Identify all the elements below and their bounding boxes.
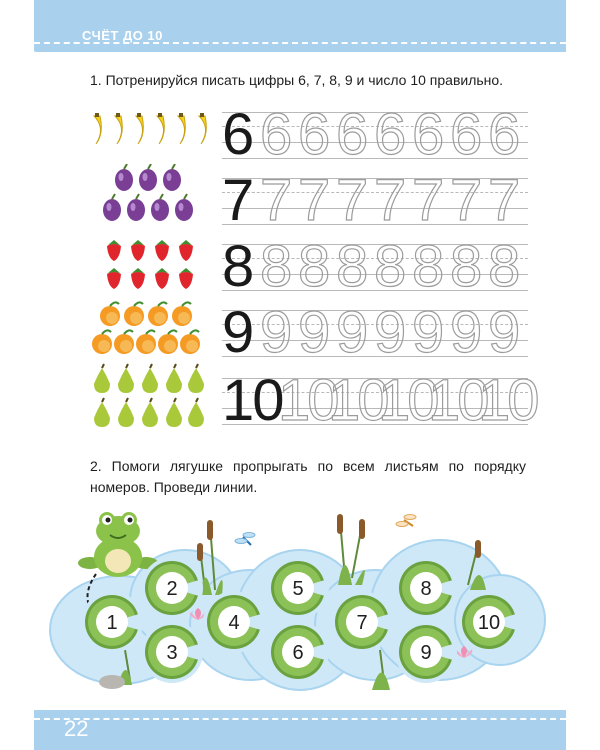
trace-digit[interactable]: 6 — [260, 102, 290, 167]
lily-pad-1[interactable] — [81, 591, 143, 653]
trace-digit[interactable]: 8 — [488, 234, 518, 299]
trace-digit[interactable]: 6 — [298, 102, 328, 167]
lily-pad-number: 1 — [106, 612, 118, 634]
task-1-instruction: 1. Потренируйся писать цифры 6, 7, 8, 9 и число 10 правильно. — [90, 72, 504, 88]
sample-digit: 10 — [222, 368, 283, 433]
lily-pad-number: 3 — [166, 642, 178, 664]
trace-digit[interactable]: 7 — [374, 168, 404, 233]
lily-pad-number: 2 — [166, 578, 178, 600]
trace-digit[interactable]: 8 — [374, 234, 404, 299]
trace-digit[interactable]: 10 — [328, 368, 387, 433]
lily-pad-9[interactable] — [395, 621, 457, 683]
trace-digit[interactable]: 9 — [488, 300, 518, 365]
lily-pad-number: 5 — [292, 578, 304, 600]
sample-digit: 7 — [222, 168, 253, 233]
trace-digit[interactable]: 9 — [260, 300, 290, 365]
trace-digit[interactable]: 8 — [412, 234, 442, 299]
trace-digit[interactable]: 10 — [428, 368, 487, 433]
trace-digit[interactable]: 8 — [298, 234, 328, 299]
trace-digit[interactable]: 6 — [488, 102, 518, 167]
footer-dashed-line — [34, 718, 566, 720]
trace-digit[interactable]: 10 — [278, 368, 337, 433]
trace-digit[interactable]: 6 — [412, 102, 442, 167]
trace-digit[interactable]: 8 — [450, 234, 480, 299]
lily-pad-number: 8 — [420, 578, 432, 600]
sample-digit: 6 — [222, 102, 253, 167]
dragonfly-icon — [396, 515, 416, 527]
lily-pad-number: 6 — [292, 642, 304, 664]
trace-digit[interactable]: 6 — [450, 102, 480, 167]
lily-pad-number: 7 — [356, 612, 368, 634]
lily-pad-4[interactable] — [203, 591, 265, 653]
lily-pad-8[interactable] — [395, 557, 457, 619]
trace-digit[interactable]: 9 — [298, 300, 328, 365]
lily-pad-5[interactable] — [267, 557, 329, 619]
trace-digit[interactable]: 7 — [412, 168, 442, 233]
trace-digit[interactable]: 8 — [260, 234, 290, 299]
trace-digit[interactable]: 9 — [412, 300, 442, 365]
trace-digit[interactable]: 7 — [488, 168, 518, 233]
task-2-instruction: 2. Помоги лягушке пропрыгать по всем листьям по порядку номеров. Проведи линии. — [90, 458, 526, 495]
stone-icon — [99, 675, 125, 689]
trace-digit[interactable]: 8 — [336, 234, 366, 299]
section-title: СЧЁТ ДО 10 — [82, 28, 163, 43]
lily-pad-10[interactable] — [458, 591, 520, 653]
trace-digit[interactable]: 9 — [450, 300, 480, 365]
footer-band — [34, 710, 566, 750]
lily-pad-6[interactable] — [267, 621, 329, 683]
sample-digit: 9 — [222, 300, 253, 365]
lily-pad-number: 9 — [420, 642, 432, 664]
dragonfly-icon — [235, 533, 255, 546]
trace-digit[interactable]: 6 — [336, 102, 366, 167]
page-number: 22 — [64, 716, 89, 741]
trace-digit[interactable]: 9 — [336, 300, 366, 365]
trace-digit[interactable]: 7 — [450, 168, 480, 233]
trace-digit[interactable]: 7 — [298, 168, 328, 233]
lily-pad-7[interactable] — [331, 591, 393, 653]
trace-digit[interactable]: 7 — [260, 168, 290, 233]
frog-icon — [78, 512, 158, 577]
lily-pad-2[interactable] — [141, 557, 203, 619]
trace-digit[interactable]: 9 — [374, 300, 404, 365]
trace-digit[interactable]: 10 — [478, 368, 537, 433]
trace-digit[interactable]: 10 — [378, 368, 437, 433]
lily-pad-number: 10 — [477, 612, 501, 634]
lily-pad-3[interactable] — [141, 621, 203, 683]
sample-digit: 8 — [222, 234, 253, 299]
trace-digit[interactable]: 7 — [336, 168, 366, 233]
lily-pad-number: 4 — [228, 612, 240, 634]
trace-digit[interactable]: 6 — [374, 102, 404, 167]
